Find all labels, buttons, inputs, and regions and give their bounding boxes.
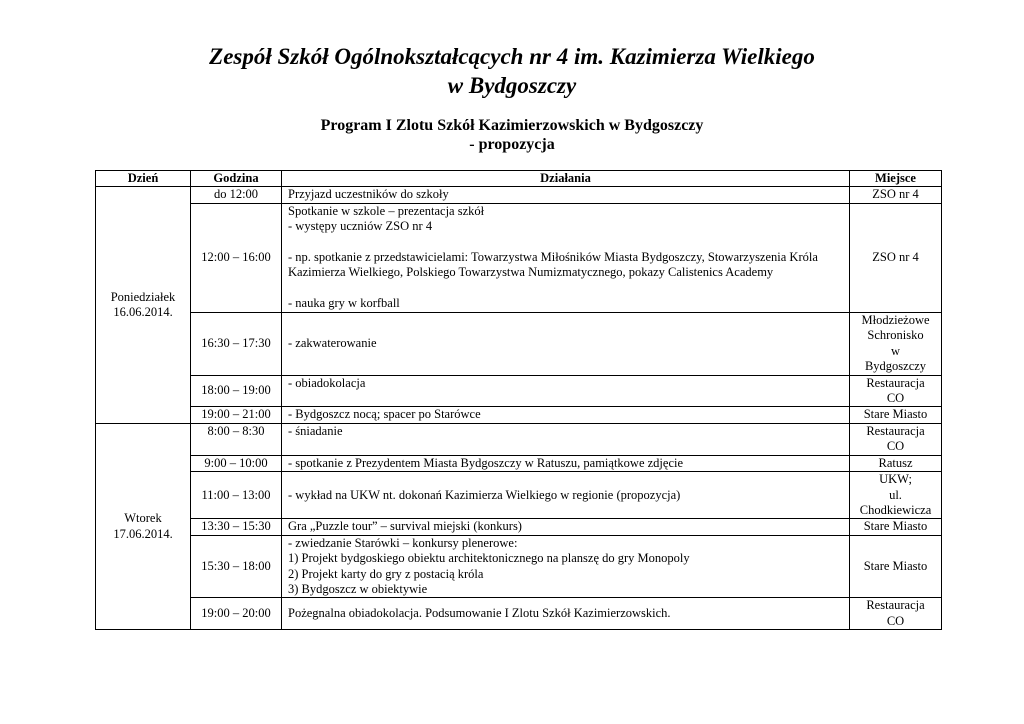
table-header-row [96, 171, 942, 187]
school-title-line2: w Bydgoszczy [447, 73, 577, 98]
time-cell: 19:00 – 21:00 [191, 407, 282, 423]
activity-cell: Przyjazd uczestników do szkoły [282, 187, 850, 203]
time-cell: 11:00 – 13:00 [191, 472, 282, 519]
place-cell: Ratusz [850, 455, 942, 471]
table-row [96, 472, 942, 519]
table-row [96, 535, 942, 598]
place-cell: ZSO nr 4 [850, 187, 942, 203]
time-cell: 8:00 – 8:30 [191, 423, 282, 455]
table-row [96, 187, 942, 203]
program-title-line1: Program I Zlotu Szkół Kazimierzowskich w Bydgoszczy [320, 117, 704, 134]
day-cell-monday: Poniedziałek 16.06.2014. [96, 187, 191, 423]
activity-cell: Spotkanie w szkole – prezentacja szkół - występy uczniów ZSO nr 4 - np. spotkanie z przedstawicielami: Towarzystwa Miłośników Miasta Bydgoszczy, Stowarzyszenia Króla Kazimierza Wielkiego, Polskiego Towarzystwa Numizmatycznego, pokazy Calistenics Academy - nauka gry w korfball [282, 203, 850, 312]
table-row [96, 203, 942, 312]
place-cell: Młodzieżowe Schronisko w Bydgoszczy [850, 312, 942, 375]
time-cell: 18:00 – 19:00 [191, 375, 282, 407]
place-cell: Restauracja CO [850, 375, 942, 407]
activity-cell: - wykład na UKW nt. dokonań Kazimierza Wielkiego w regionie (propozycja) [282, 472, 850, 519]
table-row [96, 455, 942, 471]
activity-cell: Gra „Puzzle tour” – survival miejski (konkurs) [282, 519, 850, 535]
col-header-time: Godzina [191, 171, 282, 187]
activity-cell: - zwiedzanie Starówki – konkursy plenerowe: 1) Projekt bydgoskiego obiektu architektonicznego na planszę do gry Monopoly 2) Projekt karty do gry z postacią króla 3) Bydgoszcz w obiektywie [282, 535, 850, 598]
activity-cell: - śniadanie [282, 423, 850, 455]
place-cell: UKW; ul. Chodkiewicza [850, 472, 942, 519]
school-title-line1: Zespół Szkół Ogólnokształcących nr 4 im. Kazimierza Wielkiego [209, 44, 815, 69]
program-title-line2: - propozycja [469, 136, 555, 153]
place-cell: Stare Miasto [850, 535, 942, 598]
place-cell: ZSO nr 4 [850, 203, 942, 312]
table-row [96, 423, 942, 455]
table-row [96, 375, 942, 407]
table-row [96, 598, 942, 630]
activity-cell: - spotkanie z Prezydentem Miasta Bydgoszczy w Ratuszu, pamiątkowe zdjęcie [282, 455, 850, 471]
activity-cell: - zakwaterowanie [282, 312, 850, 375]
school-title [0, 42, 1024, 100]
time-cell: 15:30 – 18:00 [191, 535, 282, 598]
time-cell: 16:30 – 17:30 [191, 312, 282, 375]
time-cell: do 12:00 [191, 187, 282, 203]
col-header-place: Miejsce [850, 171, 942, 187]
time-cell: 13:30 – 15:30 [191, 519, 282, 535]
time-cell: 19:00 – 20:00 [191, 598, 282, 630]
activity-cell: Pożegnalna obiadokolacja. Podsumowanie I Zlotu Szkół Kazimierzowskich. [282, 598, 850, 630]
place-cell: Stare Miasto [850, 519, 942, 535]
place-cell: Restauracja CO [850, 598, 942, 630]
table-row [96, 407, 942, 423]
col-header-day: Dzień [96, 171, 191, 187]
activity-cell: - obiadokolacja [282, 375, 850, 407]
program-title [0, 116, 1024, 154]
activity-cell: - Bydgoszcz nocą; spacer po Starówce [282, 407, 850, 423]
table-row [96, 519, 942, 535]
time-cell: 9:00 – 10:00 [191, 455, 282, 471]
time-cell: 12:00 – 16:00 [191, 203, 282, 312]
table-row [96, 312, 942, 375]
place-cell: Stare Miasto [850, 407, 942, 423]
schedule-table [95, 170, 942, 630]
col-header-activity: Działania [282, 171, 850, 187]
day-cell-tuesday: Wtorek 17.06.2014. [96, 423, 191, 629]
place-cell: Restauracja CO [850, 423, 942, 455]
